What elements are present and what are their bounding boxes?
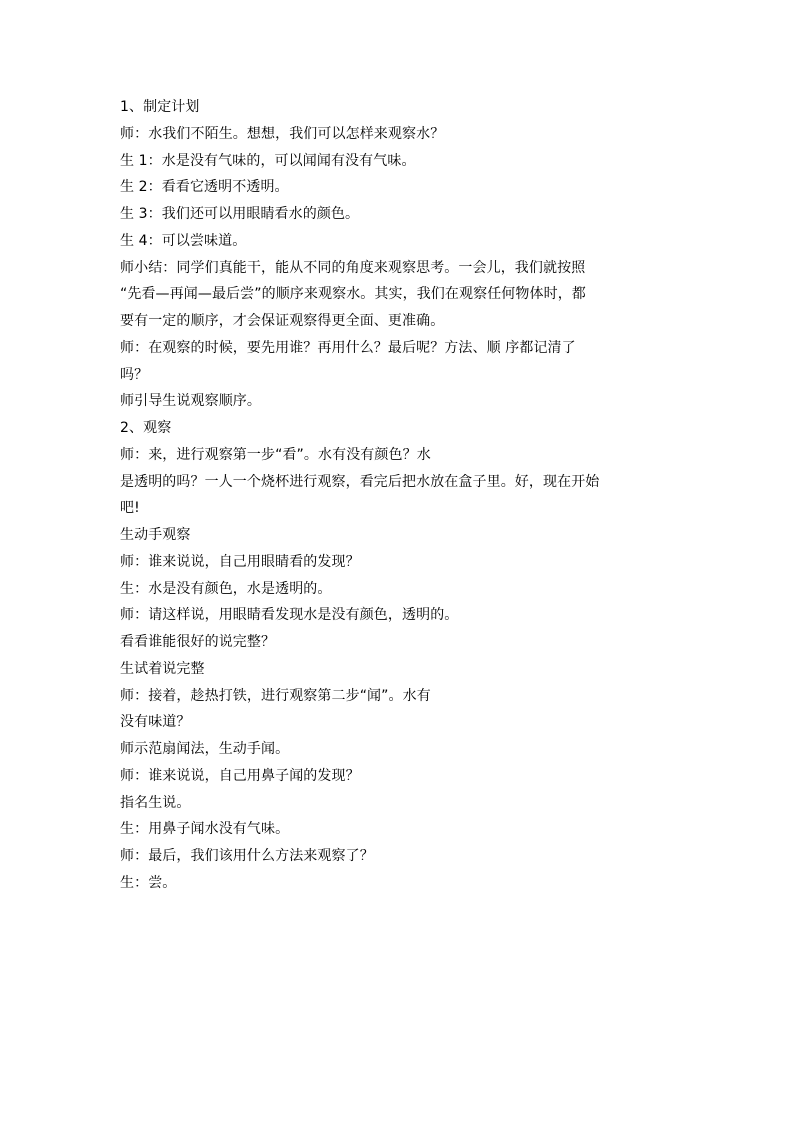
document-body	[120, 94, 680, 897]
paragraph-line: 师：谁来说说，自己用眼睛看的发现？	[120, 553, 360, 570]
paragraph-line: 吗？	[120, 366, 149, 383]
paragraph-line: 师：在观察的时候，要先用谁？再用什么？最后呢？方法、顺 序都记清了	[120, 339, 576, 356]
paragraph-line: 生：尝。	[120, 874, 177, 891]
paragraph-line: 是透明的吗？一人一个烧杯进行观察，看完后把水放在盒子里。好，现在开始	[120, 473, 600, 490]
paragraph-line: 生动手观察	[120, 527, 191, 543]
paragraph-line: 生：用鼻子闻水没有气味。	[120, 821, 290, 838]
paragraph-line: 生试着说完整	[120, 660, 205, 677]
paragraph-line: 生 4：可以尝味道。	[120, 232, 247, 249]
paragraph-line: 指名生说。	[120, 794, 191, 811]
paragraph-line: 师：谁来说说，自己用鼻子闻的发现？	[120, 767, 360, 784]
paragraph-line: 师引导生说观察顺序。	[120, 393, 261, 410]
paragraph-line: 师：请这样说，用眼睛看发现水是没有颜色，透明的。	[120, 607, 459, 624]
paragraph-line: 生 1：水是没有气味的，可以闻闻有没有气味。	[120, 152, 416, 169]
paragraph-line: 师示范扇闻法，生动手闻。	[120, 741, 290, 757]
paragraph-line: 师：最后，我们该用什么方法来观察了？	[120, 848, 374, 864]
section-heading: 1、制定计划	[120, 99, 200, 115]
paragraph-line: 师：接着，趁热打铁，进行观察第二步“闻”。水有	[120, 687, 431, 704]
paragraph-line: 看看谁能很好的说完整？	[120, 634, 276, 650]
paragraph-line: 生 2：看看它透明不透明。	[120, 179, 289, 196]
paragraph-line: 生：水是没有颜色，水是透明的。	[120, 580, 332, 597]
paragraph-line: 生 3：我们还可以用眼睛看水的颜色。	[120, 206, 360, 222]
paragraph-line: 要有一定的顺序，才会保证观察得更全面、更准确。	[120, 313, 445, 329]
section-heading: 2、观察	[120, 420, 172, 436]
paragraph-line: “先看—再闻—最后尝”的顺序来观察水。其实，我们在观察任何物体时，都	[120, 286, 586, 303]
paragraph-line: 没有味道？	[120, 714, 191, 731]
paragraph-line: 师：来，进行观察第一步“看”。水有没有颜色？水	[120, 446, 431, 463]
paragraph-line: 吧!	[120, 500, 140, 517]
paragraph-line: 师：水我们不陌生。想想，我们可以怎样来观察水？	[120, 125, 445, 142]
paragraph-line: 师小结：同学们真能干，能从不同的角度来观察思考。一会儿，我们就按照	[120, 259, 586, 276]
